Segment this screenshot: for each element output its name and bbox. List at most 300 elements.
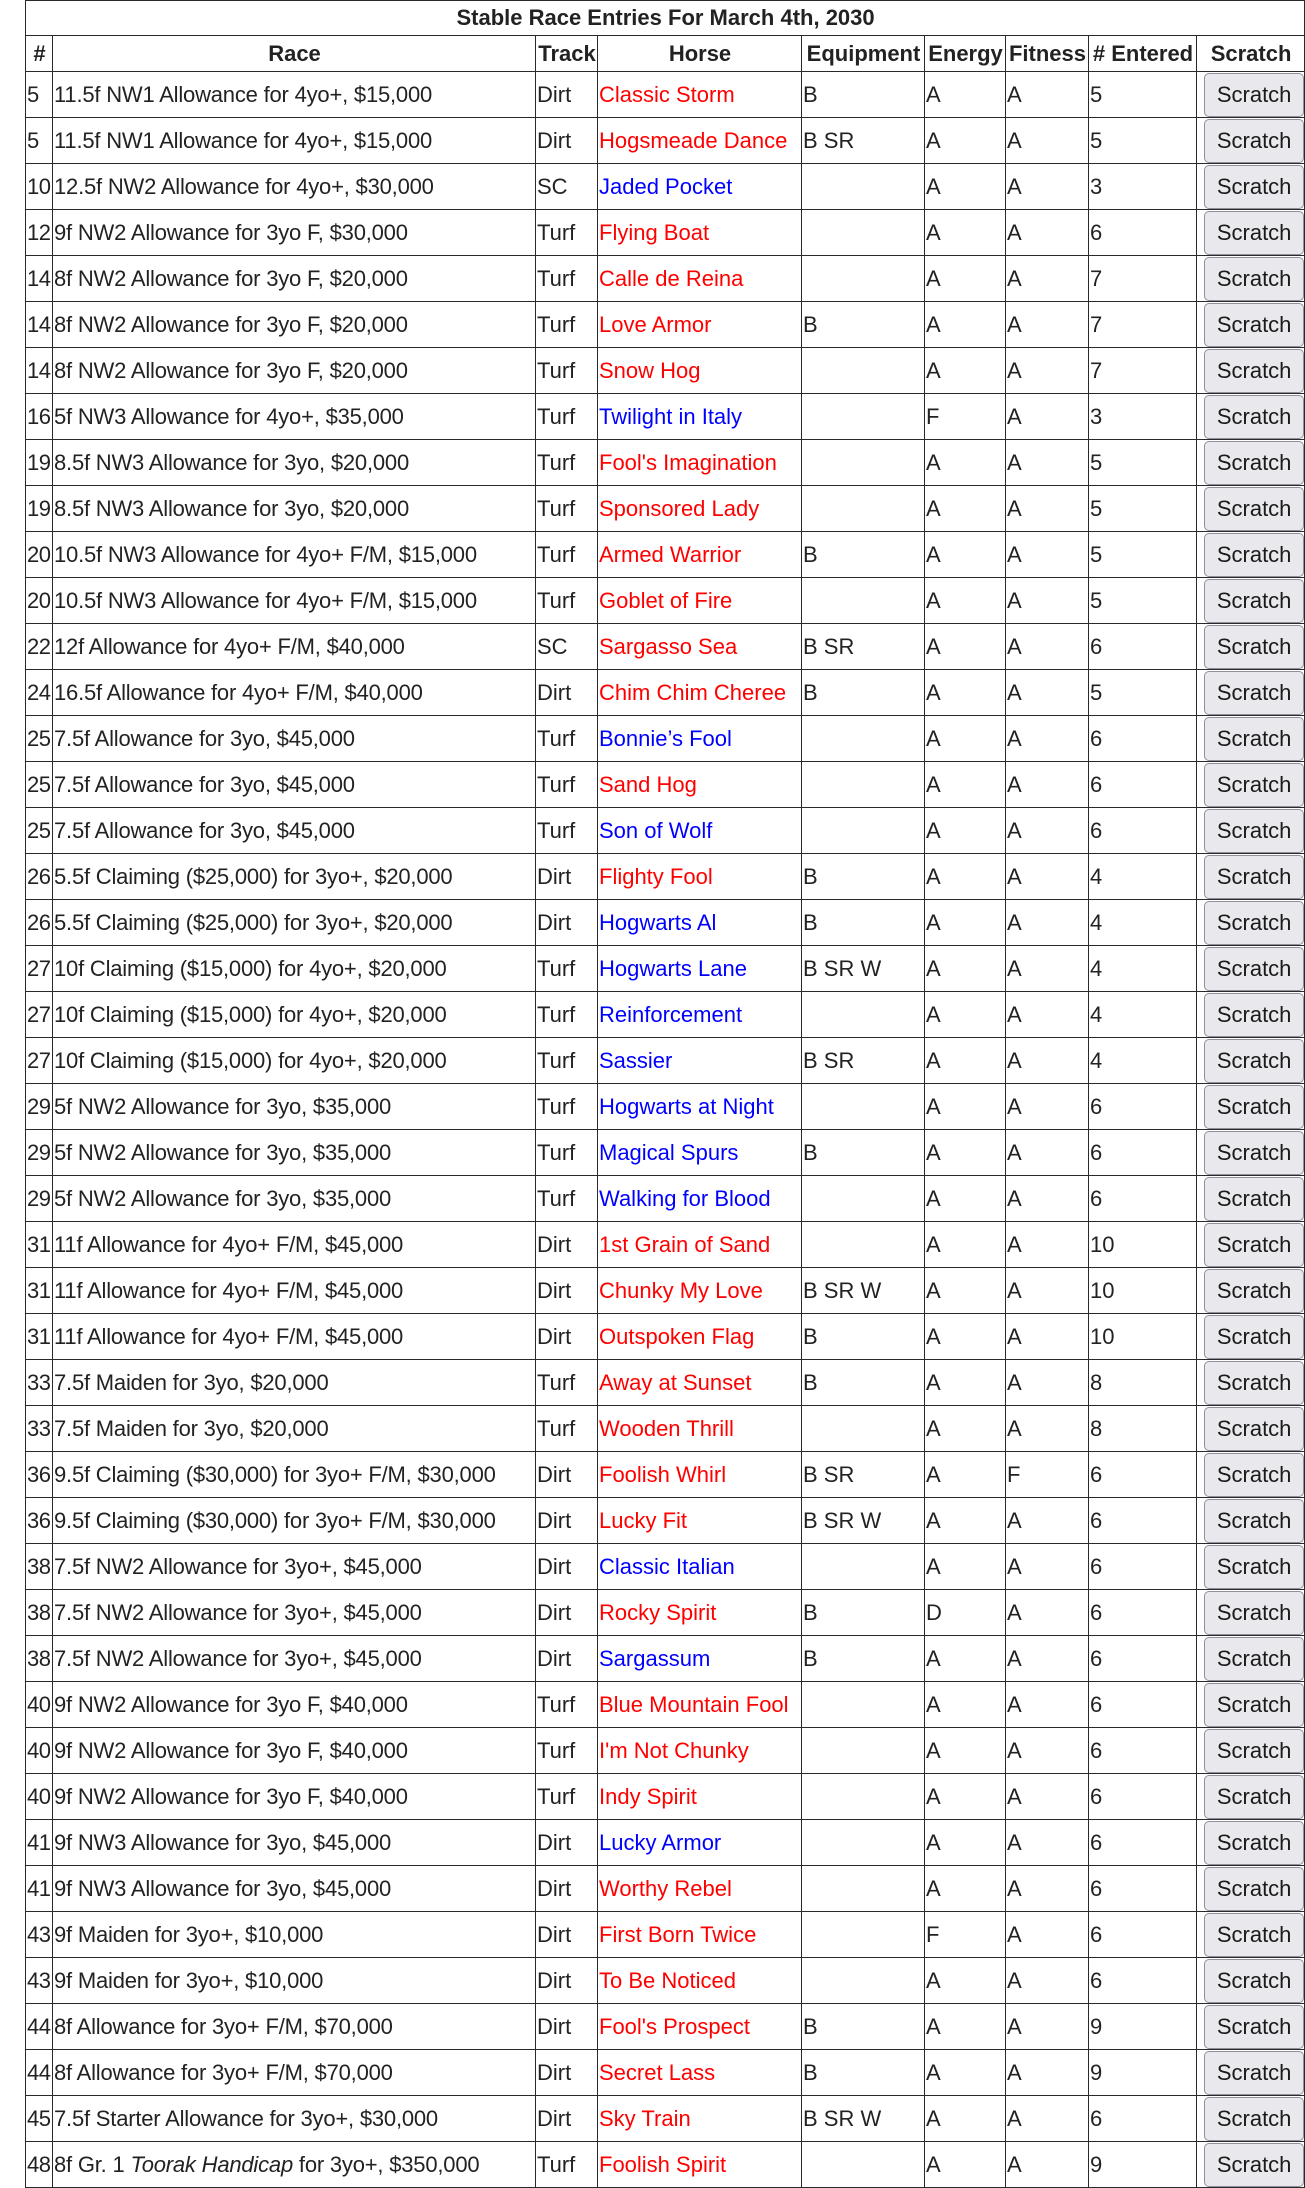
scratch-button[interactable]: Scratch [1204,1913,1304,1957]
entered-count: 6 [1089,1682,1197,1728]
fitness-grade: A [1006,992,1089,1038]
horse-name[interactable]: Sassier [598,1038,802,1084]
scratch-button[interactable]: Scratch [1204,1821,1304,1865]
energy-grade: A [925,1406,1006,1452]
race-number: 14 [26,256,53,302]
fitness-grade: A [1006,1268,1089,1314]
equipment [802,1682,925,1728]
race-name: 9f Maiden for 3yo+, $10,000 [53,1958,536,2004]
fitness-grade: A [1006,348,1089,394]
horse-name[interactable]: Snow Hog [598,348,802,394]
scratch-button[interactable]: Scratch [1204,901,1304,945]
scratch-button[interactable]: Scratch [1204,1269,1304,1313]
entered-count: 6 [1089,210,1197,256]
horse-name[interactable]: Chunky My Love [598,1268,802,1314]
scratch-cell [1197,164,1305,210]
race-number: 38 [26,1636,53,1682]
race-name: 7.5f Allowance for 3yo, $45,000 [53,716,536,762]
track-surface: Turf [536,256,598,302]
scratch-cell [1197,1636,1305,1682]
entered-count: 9 [1089,2050,1197,2096]
scratch-button[interactable]: Scratch [1204,1085,1304,1129]
fitness-grade: A [1006,900,1089,946]
scratch-button[interactable]: Scratch [1204,1407,1304,1451]
track-surface: SC [536,164,598,210]
scratch-button[interactable]: Scratch [1204,1867,1304,1911]
horse-name[interactable]: Hogsmeade Dance [598,118,802,164]
track-surface: Turf [536,486,598,532]
horse-name[interactable]: Hogwarts Lane [598,946,802,992]
scratch-cell [1197,1682,1305,1728]
table-row [26,1038,1305,1084]
equipment [802,808,925,854]
fitness-grade: A [1006,1130,1089,1176]
entered-count: 6 [1089,2096,1197,2142]
fitness-grade: A [1006,1406,1089,1452]
equipment [802,1866,925,1912]
race-number: 10 [26,164,53,210]
race-number: 43 [26,1912,53,1958]
energy-grade: A [925,900,1006,946]
scratch-cell [1197,1498,1305,1544]
race-name: 9f NW2 Allowance for 3yo F, $30,000 [53,210,536,256]
header-energy: Energy [925,36,1006,72]
entered-count: 4 [1089,946,1197,992]
horse-name[interactable]: Armed Warrior [598,532,802,578]
horse-name[interactable]: Fool's Imagination [598,440,802,486]
equipment: B SR W [802,1498,925,1544]
entered-count: 6 [1089,1084,1197,1130]
horse-name[interactable]: To Be Noticed [598,1958,802,2004]
race-number: 44 [26,2004,53,2050]
track-surface: Dirt [536,1636,598,1682]
header-horse: Horse [598,36,802,72]
energy-grade: A [925,1498,1006,1544]
horse-name[interactable]: Blue Mountain Fool [598,1682,802,1728]
horse-name[interactable]: Jaded Pocket [598,164,802,210]
table-row [26,1636,1305,1682]
race-name: 8f Allowance for 3yo+ F/M, $70,000 [53,2004,536,2050]
table-row [26,1314,1305,1360]
entered-count: 9 [1089,2004,1197,2050]
scratch-cell [1197,1360,1305,1406]
scratch-button[interactable]: Scratch [1204,257,1304,301]
scratch-cell [1197,900,1305,946]
energy-grade: A [925,2004,1006,2050]
entered-count: 9 [1089,2142,1197,2188]
race-name: 7.5f Maiden for 3yo, $20,000 [53,1406,536,1452]
scratch-cell [1197,1774,1305,1820]
horse-name[interactable]: Son of Wolf [598,808,802,854]
scratch-button[interactable]: Scratch [1204,211,1304,255]
horse-name[interactable]: Flighty Fool [598,854,802,900]
race-name: 7.5f Allowance for 3yo, $45,000 [53,762,536,808]
scratch-button[interactable]: Scratch [1204,303,1304,347]
energy-grade: A [925,2142,1006,2188]
scratch-button[interactable]: Scratch [1204,2097,1304,2141]
fitness-grade: A [1006,762,1089,808]
fitness-grade: A [1006,1314,1089,1360]
race-number: 14 [26,302,53,348]
fitness-grade: A [1006,1866,1089,1912]
scratch-cell [1197,1084,1305,1130]
energy-grade: A [925,210,1006,256]
equipment: B [802,302,925,348]
scratch-cell [1197,1130,1305,1176]
scratch-cell [1197,578,1305,624]
equipment [802,394,925,440]
scratch-button[interactable]: Scratch [1204,119,1304,163]
scratch-cell [1197,2004,1305,2050]
table-row [26,1544,1305,1590]
scratch-cell [1197,1038,1305,1084]
fitness-grade: A [1006,210,1089,256]
equipment [802,762,925,808]
header-race: Race [53,36,536,72]
fitness-grade: F [1006,1452,1089,1498]
race-number: 36 [26,1452,53,1498]
race-number: 12 [26,210,53,256]
scratch-cell [1197,1406,1305,1452]
track-surface: Turf [536,716,598,762]
race-number: 29 [26,1084,53,1130]
equipment [802,1084,925,1130]
horse-name[interactable]: Away at Sunset [598,1360,802,1406]
race-number: 5 [26,72,53,118]
race-name: 11f Allowance for 4yo+ F/M, $45,000 [53,1268,536,1314]
scratch-button[interactable]: Scratch [1204,441,1304,485]
energy-grade: A [925,946,1006,992]
race-name: 7.5f Starter Allowance for 3yo+, $30,000 [53,2096,536,2142]
race-name: 8f NW2 Allowance for 3yo F, $20,000 [53,348,536,394]
fitness-grade: A [1006,1820,1089,1866]
track-surface: Dirt [536,1866,598,1912]
equipment [802,210,925,256]
horse-name[interactable]: Indy Spirit [598,1774,802,1820]
header-entered: # Entered [1089,36,1197,72]
horse-name[interactable]: Flying Boat [598,210,802,256]
track-surface: Turf [536,2142,598,2188]
equipment [802,1406,925,1452]
horse-name[interactable]: Sky Train [598,2096,802,2142]
scratch-button[interactable]: Scratch [1204,855,1304,899]
scratch-button[interactable]: Scratch [1204,1683,1304,1727]
race-number: 25 [26,808,53,854]
track-surface: Turf [536,1774,598,1820]
scratch-button[interactable]: Scratch [1204,487,1304,531]
scratch-button[interactable]: Scratch [1204,395,1304,439]
header-scratch: Scratch [1197,36,1305,72]
race-name: 12f Allowance for 4yo+ F/M, $40,000 [53,624,536,670]
scratch-cell [1197,2096,1305,2142]
equipment: B [802,1130,925,1176]
entered-count: 7 [1089,348,1197,394]
scratch-button[interactable]: Scratch [1204,1591,1304,1635]
table-row [26,348,1305,394]
table-row [26,1820,1305,1866]
scratch-button[interactable]: Scratch [1204,809,1304,853]
scratch-button[interactable]: Scratch [1204,947,1304,991]
scratch-button[interactable]: Scratch [1204,349,1304,393]
header-fitness: Fitness [1006,36,1089,72]
scratch-button[interactable]: Scratch [1204,625,1304,669]
scratch-button[interactable]: Scratch [1204,671,1304,715]
scratch-cell [1197,256,1305,302]
horse-name[interactable]: Sargassum [598,1636,802,1682]
scratch-button[interactable]: Scratch [1204,1315,1304,1359]
horse-name[interactable]: Reinforcement [598,992,802,1038]
scratch-cell [1197,302,1305,348]
race-number: 36 [26,1498,53,1544]
horse-name[interactable]: 1st Grain of Sand [598,1222,802,1268]
scratch-button[interactable]: Scratch [1204,717,1304,761]
track-surface: Dirt [536,1498,598,1544]
fitness-grade: A [1006,1774,1089,1820]
energy-grade: A [925,992,1006,1038]
horse-name[interactable]: Foolish Spirit [598,2142,802,2188]
energy-grade: A [925,1130,1006,1176]
race-name: 9f Maiden for 3yo+, $10,000 [53,1912,536,1958]
scratch-button[interactable]: Scratch [1204,763,1304,807]
fitness-grade: A [1006,716,1089,762]
scratch-button[interactable]: Scratch [1204,1959,1304,2003]
race-number: 22 [26,624,53,670]
table-body [26,72,1305,2188]
entered-count: 6 [1089,1636,1197,1682]
horse-name[interactable]: Sargasso Sea [598,624,802,670]
horse-name[interactable]: Hogwarts at Night [598,1084,802,1130]
scratch-button[interactable]: Scratch [1204,1729,1304,1773]
horse-name[interactable]: Classic Storm [598,72,802,118]
entered-count: 5 [1089,118,1197,164]
track-surface: Dirt [536,1268,598,1314]
track-surface: Dirt [536,1544,598,1590]
race-number: 41 [26,1866,53,1912]
entered-count: 4 [1089,900,1197,946]
race-name: 9f NW3 Allowance for 3yo, $45,000 [53,1866,536,1912]
track-surface: Dirt [536,1590,598,1636]
scratch-button[interactable]: Scratch [1204,2143,1304,2187]
scratch-button[interactable]: Scratch [1204,1131,1304,1175]
horse-name[interactable]: Secret Lass [598,2050,802,2096]
scratch-button[interactable]: Scratch [1204,1039,1304,1083]
entered-count: 6 [1089,1130,1197,1176]
equipment: B [802,1360,925,1406]
track-surface: Turf [536,302,598,348]
header-equipment: Equipment [802,36,925,72]
energy-grade: A [925,1222,1006,1268]
horse-name[interactable]: Calle de Reina [598,256,802,302]
horse-name[interactable]: Bonnie’s Fool [598,716,802,762]
entered-count: 8 [1089,1406,1197,1452]
track-surface: Dirt [536,670,598,716]
fitness-grade: A [1006,1682,1089,1728]
energy-grade: A [925,532,1006,578]
track-surface: Turf [536,1728,598,1774]
track-surface: Turf [536,1038,598,1084]
race-name: 5f NW2 Allowance for 3yo, $35,000 [53,1130,536,1176]
equipment [802,1544,925,1590]
energy-grade: A [925,670,1006,716]
entered-count: 8 [1089,1360,1197,1406]
table-row [26,578,1305,624]
table-row [26,1360,1305,1406]
track-surface: Turf [536,578,598,624]
fitness-grade: A [1006,256,1089,302]
energy-grade: A [925,1958,1006,2004]
scratch-button[interactable]: Scratch [1204,165,1304,209]
scratch-button[interactable]: Scratch [1204,533,1304,577]
horse-name[interactable]: Magical Spurs [598,1130,802,1176]
equipment: B SR W [802,1268,925,1314]
equipment [802,1728,925,1774]
fitness-grade: A [1006,394,1089,440]
scratch-button[interactable]: Scratch [1204,73,1304,117]
energy-grade: A [925,486,1006,532]
race-name: 9f NW2 Allowance for 3yo F, $40,000 [53,1728,536,1774]
energy-grade: A [925,164,1006,210]
table-row [26,2096,1305,2142]
horse-name[interactable]: Chim Chim Cheree [598,670,802,716]
scratch-button[interactable]: Scratch [1204,993,1304,1037]
table-row [26,394,1305,440]
horse-name[interactable]: Foolish Whirl [598,1452,802,1498]
fitness-grade: A [1006,1958,1089,2004]
table-row [26,118,1305,164]
horse-name[interactable]: Goblet of Fire [598,578,802,624]
race-name: 10.5f NW3 Allowance for 4yo+ F/M, $15,000 [53,578,536,624]
fitness-grade: A [1006,1038,1089,1084]
table-row [26,1866,1305,1912]
horse-name[interactable]: Lucky Fit [598,1498,802,1544]
race-name: 8.5f NW3 Allowance for 3yo, $20,000 [53,486,536,532]
energy-grade: A [925,1176,1006,1222]
race-number: 29 [26,1176,53,1222]
race-name-suffix: for 3yo+, $350,000 [293,2151,480,2177]
race-number: 40 [26,1682,53,1728]
scratch-button[interactable]: Scratch [1204,2005,1304,2049]
track-surface: Turf [536,348,598,394]
race-stakes-name: Toorak Handicap [130,2151,293,2177]
scratch-cell [1197,624,1305,670]
scratch-cell [1197,486,1305,532]
scratch-cell [1197,1544,1305,1590]
table-title-row [26,1,1305,36]
horse-name[interactable]: Love Armor [598,302,802,348]
table-row [26,164,1305,210]
entered-count: 10 [1089,1314,1197,1360]
table-row [26,1682,1305,1728]
race-number: 19 [26,440,53,486]
race-name: 11f Allowance for 4yo+ F/M, $45,000 [53,1314,536,1360]
fitness-grade: A [1006,1544,1089,1590]
scratch-button[interactable]: Scratch [1204,579,1304,623]
track-surface: Dirt [536,2004,598,2050]
equipment [802,1222,925,1268]
energy-grade: A [925,716,1006,762]
race-name: 9f NW3 Allowance for 3yo, $45,000 [53,1820,536,1866]
scratch-button[interactable]: Scratch [1204,1361,1304,1405]
fitness-grade: A [1006,624,1089,670]
race-name: 8f Allowance for 3yo+ F/M, $70,000 [53,2050,536,2096]
energy-grade: A [925,762,1006,808]
horse-name[interactable]: Walking for Blood [598,1176,802,1222]
scratch-button[interactable]: Scratch [1204,1223,1304,1267]
race-number: 20 [26,532,53,578]
track-surface: Turf [536,1406,598,1452]
entered-count: 5 [1089,72,1197,118]
horse-name[interactable]: Rocky Spirit [598,1590,802,1636]
scratch-cell [1197,1222,1305,1268]
energy-grade: A [925,1084,1006,1130]
equipment: B [802,854,925,900]
track-surface: Dirt [536,72,598,118]
table-row [26,1268,1305,1314]
scratch-button[interactable]: Scratch [1204,1453,1304,1497]
horse-name[interactable]: Sand Hog [598,762,802,808]
scratch-button[interactable]: Scratch [1204,1499,1304,1543]
scratch-cell [1197,118,1305,164]
horse-name[interactable]: Twilight in Italy [598,394,802,440]
race-number: 38 [26,1544,53,1590]
track-surface: Turf [536,762,598,808]
race-name: 10f Claiming ($15,000) for 4yo+, $20,000 [53,1038,536,1084]
track-surface: Dirt [536,118,598,164]
scratch-button[interactable]: Scratch [1204,1545,1304,1589]
race-number: 27 [26,946,53,992]
race-entries-table [25,0,1305,2188]
scratch-button[interactable]: Scratch [1204,1637,1304,1681]
equipment [802,1958,925,2004]
scratch-button[interactable]: Scratch [1204,1775,1304,1819]
horse-name[interactable]: Fool's Prospect [598,2004,802,2050]
fitness-grade: A [1006,2142,1089,2188]
table-row [26,486,1305,532]
table-row [26,2004,1305,2050]
horse-name[interactable]: Wooden Thrill [598,1406,802,1452]
fitness-grade: A [1006,1728,1089,1774]
race-name: 11.5f NW1 Allowance for 4yo+, $15,000 [53,118,536,164]
race-name: 7.5f NW2 Allowance for 3yo+, $45,000 [53,1590,536,1636]
energy-grade: A [925,1038,1006,1084]
horse-name[interactable]: I'm Not Chunky [598,1728,802,1774]
horse-name[interactable]: First Born Twice [598,1912,802,1958]
energy-grade: A [925,578,1006,624]
scratch-button[interactable]: Scratch [1204,1177,1304,1221]
race-number: 16 [26,394,53,440]
horse-name[interactable]: Classic Italian [598,1544,802,1590]
horse-name[interactable]: Worthy Rebel [598,1866,802,1912]
scratch-button[interactable]: Scratch [1204,2051,1304,2095]
horse-name[interactable]: Hogwarts Al [598,900,802,946]
horse-name[interactable]: Outspoken Flag [598,1314,802,1360]
equipment [802,578,925,624]
fitness-grade: A [1006,72,1089,118]
equipment: B [802,1590,925,1636]
track-surface: Turf [536,394,598,440]
race-number: 31 [26,1314,53,1360]
race-name: 11f Allowance for 4yo+ F/M, $45,000 [53,1222,536,1268]
race-number: 38 [26,1590,53,1636]
fitness-grade: A [1006,1176,1089,1222]
entered-count: 3 [1089,164,1197,210]
scratch-cell [1197,854,1305,900]
energy-grade: A [925,1774,1006,1820]
race-number: 25 [26,716,53,762]
horse-name[interactable]: Sponsored Lady [598,486,802,532]
horse-name[interactable]: Lucky Armor [598,1820,802,1866]
energy-grade: A [925,2050,1006,2096]
